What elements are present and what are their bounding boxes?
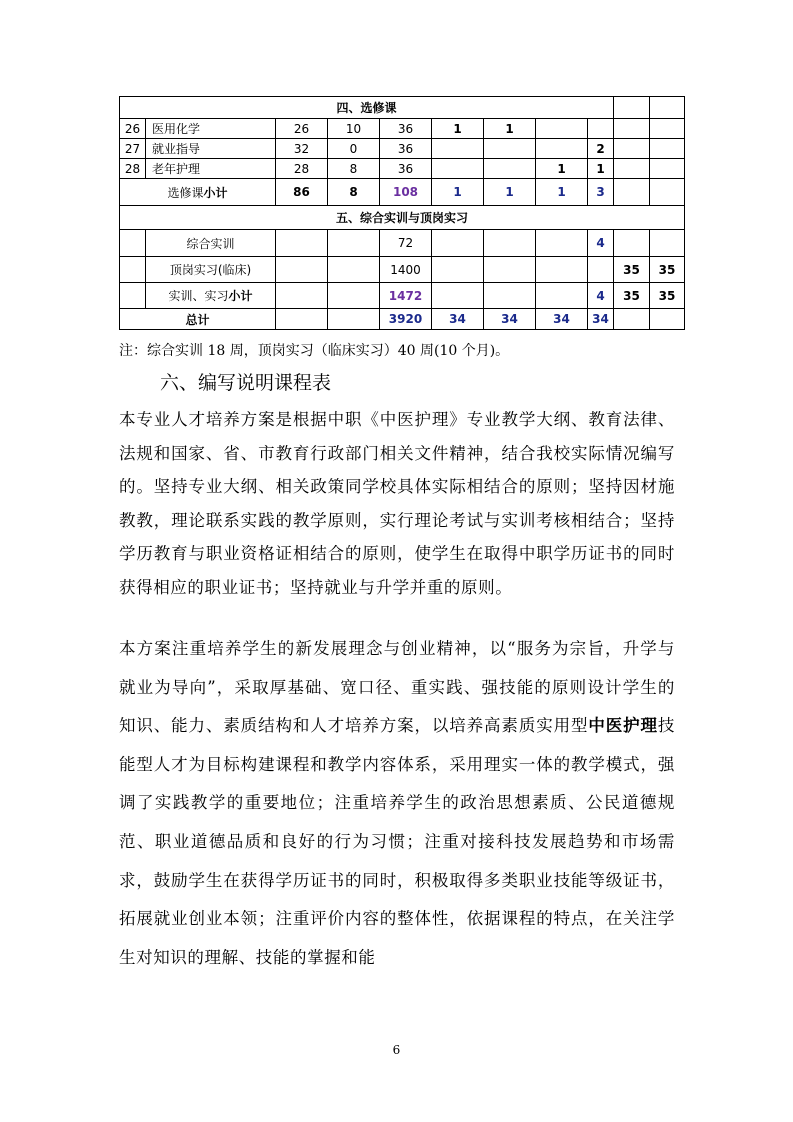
section-title: 四、选修课 xyxy=(120,97,614,119)
table-row: 28 老年护理 28 8 36 1 1 xyxy=(120,159,685,179)
table-row: 顶岗实习(临床) 1400 35 35 xyxy=(120,257,685,283)
table-row-total: 总计 3920 34 34 34 34 xyxy=(120,309,685,330)
course-table xyxy=(119,96,685,330)
table-row-subtotal: 选修课小计 86 8 108 1 1 1 3 xyxy=(120,179,685,206)
table-row: 综合实训 72 4 xyxy=(120,230,685,257)
emphasis-text: 中医护理 xyxy=(588,716,658,736)
section-title: 五、综合实训与顶岗实习 xyxy=(120,206,685,230)
table-row-subtotal: 实训、实习小计 1472 4 35 35 xyxy=(120,283,685,309)
page-number: 6 xyxy=(392,1043,401,1057)
table-row: 26 医用化学 26 10 36 1 1 xyxy=(120,119,685,139)
table-row xyxy=(120,206,685,230)
table-row: 27 就业指导 32 0 36 2 xyxy=(120,139,685,159)
paragraph: 本方案注重培养学生的新发展理念与创业精神，以“服务为宗旨，升学与就业为导向”，采取厚基础、宽口径、重实践、强技能的原则设计学生的知识、能力、素质结构和人才培养方案，以培养高素质实用型中医护理技能型人才为目标构建课程和教学内容体系，采用理实一体的教学模式，强调了实践教学的重要地位；注重培养学生的政治思想素质、公民道德规范、职业道德品质和良好的行为习惯；注重对接科技发展趋势和市场需求，鼓励学生在获得学历证书的同时，积极取得多类职业技能等级证书，拓展就业创业本领；注重评价内容的整体性，依据课程的特点，在关注学生对知识的理解、技能的掌握和能 xyxy=(119,639,676,967)
section-heading: 六、编写说明课程表 xyxy=(160,372,332,394)
table-note: 注：综合实训 18 周，顶岗实习（临床实习）40 周(10 个月)。 xyxy=(119,343,510,359)
table-row xyxy=(120,97,685,119)
paragraph: 本专业人才培养方案是根据中职《中医护理》专业教学大纲、教育法律、法规和国家、省、市教育行政部门相关文件精神，结合我校实际情况编写的。坚持专业大纲、相关政策同学校具体实际相结合的原则；坚持因材施教教，理论联系实践的教学原则，实行理论考试与实训考核相结合；坚持学历教育与职业资格证相结合的原则，使学生在取得中职学历证书的同时获得相应的职业证书；坚持就业与升学并重的原则。 xyxy=(119,410,675,597)
